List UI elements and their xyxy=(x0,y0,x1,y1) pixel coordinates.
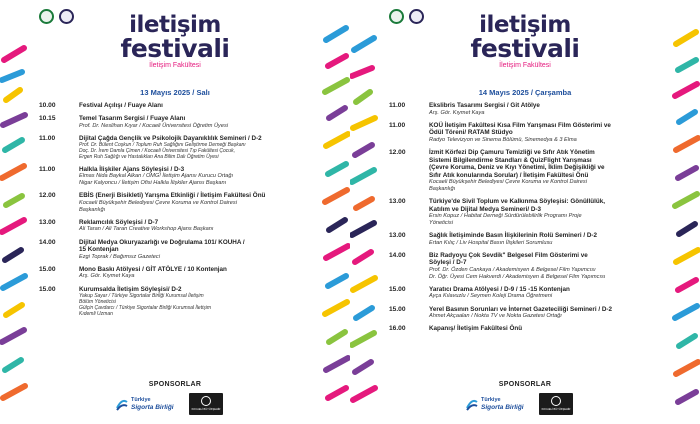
event-time: 15.00 xyxy=(389,305,406,313)
event-body xyxy=(79,219,315,233)
event-title: Kurumsalda İletişim Söyleşisi/ D-2 xyxy=(79,285,182,293)
schedule-row xyxy=(39,219,315,233)
event-title: KOÜ İletişim Fakültesi Kısa Film Yarışması Film Gösterimi ve xyxy=(429,121,611,129)
event-body xyxy=(429,286,665,300)
event-time: 10.00 xyxy=(39,102,56,109)
event-detail: Bölüm Yöneticisi xyxy=(79,299,116,306)
event-title: Dijital Medya Okuryazarlığı ve Doğrulama 101/ KOUHA / xyxy=(79,238,245,246)
event-title: Sıfır Atık konularında Sorular) / İletişim Fakültesi Önü xyxy=(429,171,589,179)
event-detail: Gülçin Çavdarcı / Türkiye Sigortalar Birliği Kurumsal İletişim xyxy=(79,305,211,312)
event-title: Söyleşi / D-7 xyxy=(429,259,467,267)
event-title: Kapanış/ İletişim Fakültesi Önü xyxy=(429,325,523,333)
kocaeli-emblem-icon xyxy=(201,396,211,406)
event-detail: Prof. Dr. Bülent Coşkun / Toplum Ruh Sağlığını Geliştirme Derneği Başkanı xyxy=(79,142,246,149)
sponsor1-line1: Türkiye xyxy=(131,397,151,403)
event-title: Ekslibris Tasarımı Sergisi / Git Atölye xyxy=(429,102,540,109)
event-title: Yerel Basının Sorunları ve İnternet Gazeteciliği Semineri / D-2 xyxy=(429,305,613,313)
sponsor-logo-kocaeli xyxy=(189,393,223,415)
event-body xyxy=(429,306,665,320)
event-detail: Elmas Nida Baykal Alkan / OMG! İletişim Ajansı Kurucu Ortağı xyxy=(79,173,234,180)
sponsor2-text: KOCAELİ BÜYÜKŞEHİR xyxy=(541,408,571,411)
event-detail: Kıdemli Uzman xyxy=(79,311,113,318)
event-title: (Çevre Koruma, Deniz ve Kıyı Yönetimi, İklim Değişikliği ve xyxy=(429,164,605,172)
event-body xyxy=(79,286,315,318)
event-detail: Arş. Gör. Kıymet Kaya xyxy=(79,273,135,280)
event-detail: Prof. Dr. Neslihan Kıyar / Kocaeli Üniversitesi Öğretim Üyesi xyxy=(79,122,229,129)
schedule-row xyxy=(389,232,665,246)
event-body xyxy=(79,266,315,280)
schedule-row xyxy=(389,286,665,300)
event-time: 14.00 xyxy=(389,251,406,259)
logo-line1: iletişim xyxy=(129,12,221,38)
event-body xyxy=(79,239,315,261)
event-body xyxy=(429,149,665,193)
event-detail: Doç. Dr. İrem Damla Çimen / Kocaeli Üniversitesi Tıp Fakültesi Çocuk, xyxy=(79,148,235,155)
schedule-row xyxy=(39,135,315,161)
schedule-row xyxy=(389,252,665,281)
event-detail: Ertan Kılıç / Liv Hospital Basın İlişkileri Sorumlusu xyxy=(429,239,553,246)
event-detail: Başkanlığı xyxy=(79,206,106,213)
event-title: EBİS (Enerji Bisikleti) Yarışma Etkinliği / İletişim Fakültesi Önü xyxy=(79,192,266,200)
schedule-row xyxy=(39,266,315,280)
event-detail: Ergen Ruh Sağlığı ve Hastalıkları Ana Bilim Dalı Öğretim Üyesi xyxy=(79,154,219,161)
event-body xyxy=(79,102,315,110)
event-title: İzmit Körfezi Dip Çamuru Temizliği ve Sıfır Atık Yönetim xyxy=(429,149,595,157)
event-body xyxy=(79,166,315,187)
logo-line1: iletişim xyxy=(479,12,571,38)
event-detail: Ersin Kopuz / Habitat Derneği Sürdürülebilirlik Programı Proje xyxy=(429,213,582,220)
event-title: Halkla İlişkiler Ajans Söyleşisi / D-3 xyxy=(79,165,185,173)
event-title: Sağlık İletişiminde Basın İlişkilerinin Rolü Semineri / D-2 xyxy=(429,232,597,240)
sponsors-heading: SPONSORLAR xyxy=(148,381,202,388)
schedule-row xyxy=(39,166,315,187)
event-body xyxy=(79,135,315,161)
kocaeli-emblem-icon xyxy=(551,396,561,406)
event-time: 11.00 xyxy=(39,165,56,173)
schedule-list xyxy=(39,102,315,323)
sponsor2-text: KOCAELİ BÜYÜKŞEHİR xyxy=(191,408,221,411)
event-detail: Kocaeli Büyükşehir Belediyesi Çevre Koruma ve Kontrol Dairesi xyxy=(79,199,237,206)
sponsor1-line1: Türkiye xyxy=(481,397,501,403)
schedule-row xyxy=(389,102,665,116)
schedule-row xyxy=(39,239,315,261)
event-detail: Başkanlığı xyxy=(429,185,456,192)
event-detail: Dr. Öğr. Üyesi Cem Hakverdi / Akademisyen & Belgesel Film Yapımcısı xyxy=(429,273,606,280)
sponsors-heading: SPONSORLAR xyxy=(498,381,552,388)
event-time: 15.00 xyxy=(389,285,406,293)
event-time: 11.00 xyxy=(39,134,56,142)
event-time: 13.00 xyxy=(39,218,56,226)
event-time: 10.15 xyxy=(39,115,56,123)
event-title: Yaratıcı Drama Atölyesi / D-9 / 15 -15 Kontenjan xyxy=(429,285,570,293)
schedule-row xyxy=(389,306,665,320)
schedule-row xyxy=(39,286,315,318)
schedule-row xyxy=(389,198,665,227)
schedule-row xyxy=(39,102,315,110)
event-detail: Arş. Gör. Kıymet Kaya xyxy=(429,109,485,116)
event-detail: Kocaeli Büyükşehir Belediyesi Çevre Koruma ve Kontrol Dairesi xyxy=(429,179,587,186)
event-time: 13.00 xyxy=(389,232,406,240)
date-heading: 14 Mayıs 2025 / Çarşamba xyxy=(478,88,572,97)
schedule-row xyxy=(389,149,665,193)
event-title: Sistemi Bilgilendirme Standları & QuizFlight Yarışması xyxy=(429,156,592,164)
sponsor-logo-kocaeli xyxy=(539,393,573,415)
program-card xyxy=(379,0,671,424)
event-title: Mono Baskı Atölyesi / GİT ATÖLYE / 10 Kontenjan xyxy=(79,265,227,273)
sponsor1-line2: Sigorta Birliği xyxy=(481,404,524,411)
logo-line2: festivali xyxy=(120,34,230,63)
event-time: 11.00 xyxy=(389,102,406,109)
event-detail: Prof. Dr. Özden Cankaya / Akademisyen & Belgesel Film Yapımcısı xyxy=(429,266,596,273)
schedule-row xyxy=(39,115,315,129)
sponsor-logos xyxy=(453,393,603,417)
logo-subtitle: İletişim Fakültesi xyxy=(499,62,551,69)
event-title: 15 Kontenjan xyxy=(79,246,119,254)
event-time: 15.00 xyxy=(39,285,56,293)
event-body xyxy=(79,192,315,213)
tsb-mark-icon xyxy=(465,398,479,412)
event-title: Ödül Töreni/ RATAM Stüdyo xyxy=(429,129,513,137)
event-title: Reklamcılık Söyleşisi / D-7 xyxy=(79,218,159,226)
sponsor-logo-turkiye-sigorta-birligi xyxy=(115,395,175,415)
event-detail: Yöneticisi xyxy=(429,219,453,226)
logo-subtitle: İletişim Fakültesi xyxy=(149,62,201,69)
event-time: 14.00 xyxy=(39,238,56,246)
program-card xyxy=(29,0,321,424)
event-time: 11.00 xyxy=(389,121,406,129)
schedule-row xyxy=(389,122,665,144)
sponsor-logo-turkiye-sigorta-birligi xyxy=(465,395,525,415)
event-detail: Ahmet Akçaalan / Nokta TV ve Nokta Gazetesi Ortağı xyxy=(429,313,562,320)
event-body xyxy=(429,102,665,116)
schedule-list xyxy=(389,102,665,338)
schedule-row xyxy=(389,325,665,333)
event-body xyxy=(429,122,665,144)
event-body xyxy=(429,232,665,246)
event-detail: Ayça Kılavuzlu / Seymen Koleji Drama Öğretmeni xyxy=(429,293,553,300)
event-title: Dijital Çağda Gençlik ve Psikolojik Dayanıklılık Semineri / D-2 xyxy=(79,134,262,142)
event-title: Temel Tasarım Sergisi / Fuaye Alanı xyxy=(79,115,186,123)
event-title: Festival Açılışı / Fuaye Alanı xyxy=(79,102,163,109)
event-body xyxy=(79,115,315,129)
event-title: Katılım ve Dijital Medya Semineri/ D-3 xyxy=(429,205,541,213)
event-time: 12.00 xyxy=(389,149,406,157)
schedule-row xyxy=(39,192,315,213)
event-body xyxy=(429,252,665,281)
event-body xyxy=(429,325,665,333)
festival-logo xyxy=(29,8,321,69)
sponsor1-line2: Sigorta Birliği xyxy=(131,404,174,411)
event-time: 13.00 xyxy=(389,198,406,206)
event-detail: Ezgi Toprak / Bağımsız Gazeteci xyxy=(79,253,160,260)
event-detail: Yakup Sayar / Türkiye Sigortalar Birliği Kurumsal İletişim xyxy=(79,293,204,300)
event-body xyxy=(429,198,665,227)
event-time: 12.00 xyxy=(39,192,56,200)
program-panel-day2 xyxy=(350,0,700,424)
date-heading: 13 Mayıs 2025 / Salı xyxy=(140,88,210,97)
event-detail: Radyo Televizyon ve Sinema Bölümü, Sinemedya & 3 Elma xyxy=(429,136,577,143)
sponsor-logos xyxy=(103,393,253,417)
tsb-mark-icon xyxy=(115,398,129,412)
logo-line2: festivali xyxy=(470,34,580,63)
event-detail: Ali Taran / Ali Taran Creative Workshop Ajans Başkanı xyxy=(79,226,214,233)
event-time: 16.00 xyxy=(389,325,406,333)
event-time: 15.00 xyxy=(39,265,56,273)
event-title: Türkiye'de Sivil Toplum ve Kalkınma Söyleşisi: Gönüllülük, xyxy=(429,198,605,206)
event-detail: Nigar Kalyoncu / İletişim Ofisi Halkla İlişkiler Ajansı Başkanı xyxy=(79,180,227,187)
festival-logo xyxy=(379,8,671,69)
event-title: Biz Radyoyu Çok Sevdik" Belgesel Film Gösterimi ve xyxy=(429,251,588,259)
